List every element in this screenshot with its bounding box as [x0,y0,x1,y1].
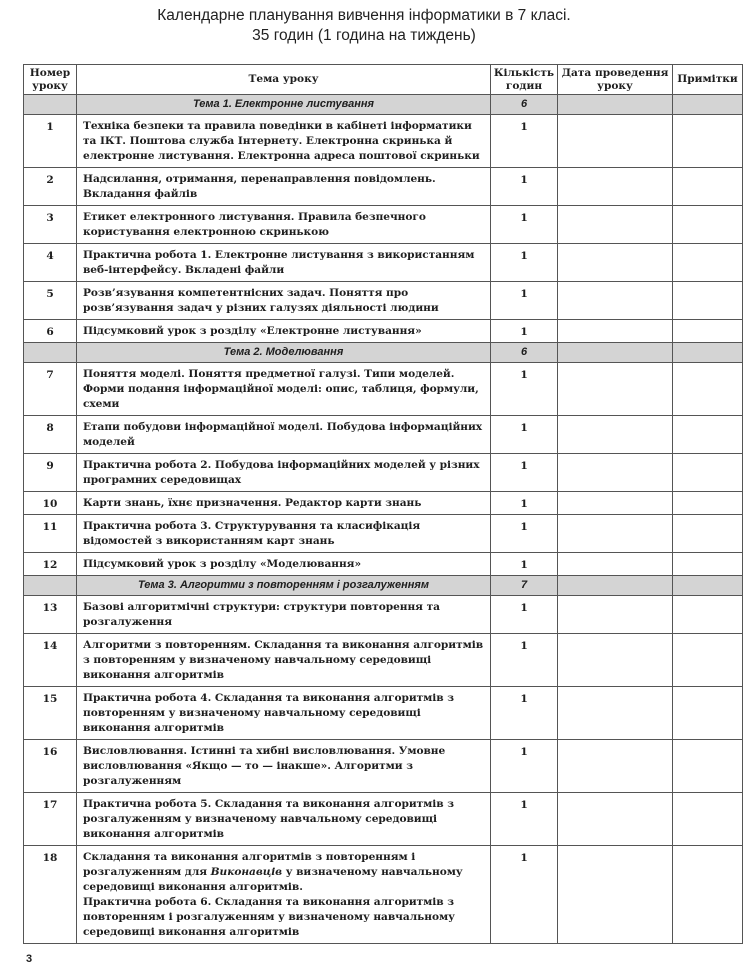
lesson-topic: Висловлювання. Істинні та хибні висловлювання. Умовне висловлювання «Якщо — то — інакше». Алгоритми з розгалуженням [77,740,491,793]
lesson-notes-cell[interactable] [673,168,743,206]
lesson-topic: Практична робота 3. Структурування та класифікація відомостей з використанням карт знань [77,515,491,553]
lesson-number: 11 [24,515,77,553]
section-row [24,343,743,363]
lesson-hours: 1 [491,846,558,944]
lesson-date-cell[interactable] [558,793,673,846]
header-hours: Кількість годин [491,65,558,95]
lesson-topic: Практична робота 2. Побудова інформаційних моделей у різних програмних середовищах [77,454,491,492]
lesson-number: 15 [24,687,77,740]
table-row [24,244,743,282]
section-hours: 6 [491,343,558,363]
section-title: Тема 1. Електронне листування [77,95,491,115]
lesson-plan-table [23,64,743,944]
lesson-date-cell[interactable] [558,320,673,343]
table-row [24,320,743,343]
lesson-date-cell[interactable] [558,634,673,687]
lesson-number: 8 [24,416,77,454]
table-row [24,282,743,320]
table-row [24,846,743,944]
lesson-topic: Базові алгоритмічні структури: структури повторення та розгалуження [77,596,491,634]
lesson-date-cell[interactable] [558,168,673,206]
section-notes-cell [673,95,743,115]
section-hours: 7 [491,576,558,596]
section-row [24,95,743,115]
lesson-topic: Техніка безпеки та правила поведінки в кабінеті інформатики та ІКТ. Поштова служба Інтернету. Електронна скринька й електронне листування. Електронна адреса поштової скриньки [77,115,491,168]
lesson-number: 10 [24,492,77,515]
lesson-topic: Розв’язування компетентнісних задач. Поняття про розв’язування задач у різних галузях діяльності людини [77,282,491,320]
table-row [24,687,743,740]
page-number: 3 [26,953,33,965]
lesson-number: 6 [24,320,77,343]
section-hours: 6 [491,95,558,115]
lesson-number: 4 [24,244,77,282]
lesson-notes-cell[interactable] [673,206,743,244]
lesson-date-cell[interactable] [558,740,673,793]
lesson-number: 9 [24,454,77,492]
table-row [24,793,743,846]
table-row [24,492,743,515]
lesson-hours: 1 [491,793,558,846]
table-row [24,454,743,492]
lesson-number: 12 [24,553,77,576]
lesson-hours: 1 [491,168,558,206]
lesson-hours: 1 [491,282,558,320]
lesson-date-cell[interactable] [558,244,673,282]
header-date: Дата проведення уроку [558,65,673,95]
topic-italic-text: Виконавців [210,866,283,878]
table-row [24,206,743,244]
lesson-notes-cell[interactable] [673,363,743,416]
lesson-notes-cell[interactable] [673,740,743,793]
lesson-number: 13 [24,596,77,634]
lesson-date-cell[interactable] [558,454,673,492]
lesson-number: 5 [24,282,77,320]
lesson-notes-cell[interactable] [673,115,743,168]
lesson-topic: Карти знань, їхнє призначення. Редактор карти знань [77,492,491,515]
lesson-notes-cell[interactable] [673,492,743,515]
section-empty-cell [24,343,77,363]
lesson-date-cell[interactable] [558,596,673,634]
table-row [24,740,743,793]
lesson-date-cell[interactable] [558,363,673,416]
lesson-hours: 1 [491,320,558,343]
section-date-cell [558,95,673,115]
lesson-topic: Підсумковий урок з розділу «Моделювання» [77,553,491,576]
table-row [24,634,743,687]
section-row [24,576,743,596]
lesson-topic: Практична робота 1. Електронне листування з використанням веб-інтерфейсу. Вкладені файли [77,244,491,282]
table-row [24,515,743,553]
lesson-date-cell[interactable] [558,515,673,553]
header-topic: Тема уроку [77,65,491,95]
lesson-date-cell[interactable] [558,115,673,168]
lesson-topic [77,846,491,944]
lesson-topic: Етапи побудови інформаційної моделі. Побудова інформаційних моделей [77,416,491,454]
topic-text: Практична робота 6. Складання та виконання алгоритмів з повторенням і розгалуженням у визначеному навчальному середовищі виконання алгоритмів [83,896,455,938]
table-row [24,416,743,454]
section-empty-cell [24,576,77,596]
lesson-topic: Етикет електронного листування. Правила безпечного користування електронною скринькою [77,206,491,244]
lesson-date-cell[interactable] [558,282,673,320]
lesson-notes-cell[interactable] [673,634,743,687]
lesson-notes-cell[interactable] [673,320,743,343]
lesson-notes-cell[interactable] [673,793,743,846]
lesson-number: 1 [24,115,77,168]
lesson-date-cell[interactable] [558,553,673,576]
lesson-topic: Алгоритми з повторенням. Складання та виконання алгоритмів з повторенням у визначеному навчальному середовищі виконання алгоритмів [77,634,491,687]
lesson-hours: 1 [491,363,558,416]
lesson-hours: 1 [491,596,558,634]
document-title [0,6,728,46]
lesson-topic: Практична робота 4. Складання та виконання алгоритмів з повторенням у визначеному навчальному середовищі виконання алгоритмів [77,687,491,740]
lesson-number: 17 [24,793,77,846]
lesson-notes-cell[interactable] [673,515,743,553]
section-title: Тема 3. Алгоритми з повторенням і розгалуженням [77,576,491,596]
table-row [24,168,743,206]
lesson-hours: 1 [491,492,558,515]
lesson-topic: Практична робота 5. Складання та виконання алгоритмів з розгалуженням у визначеному навчальному середовищі виконання алгоритмів [77,793,491,846]
lesson-topic: Підсумковий урок з розділу «Електронне листування» [77,320,491,343]
section-notes-cell [673,576,743,596]
header-notes: Примітки [673,65,743,95]
lesson-notes-cell[interactable] [673,687,743,740]
lesson-hours: 1 [491,687,558,740]
lesson-number: 2 [24,168,77,206]
lesson-date-cell[interactable] [558,206,673,244]
lesson-notes-cell[interactable] [673,416,743,454]
lesson-hours: 1 [491,206,558,244]
title-line-2: 35 годин (1 година на тиждень) [252,27,476,44]
title-line-1: Календарне планування вивчення інформатики в 7 класі. [157,7,571,24]
lesson-notes-cell[interactable] [673,454,743,492]
section-title: Тема 2. Моделювання [77,343,491,363]
lesson-hours: 1 [491,740,558,793]
lesson-hours: 1 [491,553,558,576]
lesson-date-cell[interactable] [558,687,673,740]
lesson-hours: 1 [491,244,558,282]
lesson-number: 7 [24,363,77,416]
section-date-cell [558,343,673,363]
lesson-topic: Надсилання, отримання, перенаправлення повідомлень. Вкладання файлів [77,168,491,206]
table-row [24,115,743,168]
lesson-number: 16 [24,740,77,793]
lesson-notes-cell[interactable] [673,282,743,320]
lesson-notes-cell[interactable] [673,596,743,634]
header-num: Номер уроку [24,65,77,95]
table-header-row [24,65,743,95]
lesson-hours: 1 [491,115,558,168]
topic-text: у визначеному навчальному середовищі виконання алгоритмів. [83,866,463,893]
table-row [24,363,743,416]
section-notes-cell [673,343,743,363]
table-row [24,596,743,634]
lesson-hours: 1 [491,416,558,454]
section-empty-cell [24,95,77,115]
lesson-topic: Поняття моделі. Поняття предметної галузі. Типи моделей. Форми подання інформаційної моделі: опис, таблиця, формули, схеми [77,363,491,416]
lesson-date-cell[interactable] [558,492,673,515]
section-date-cell [558,576,673,596]
lesson-date-cell[interactable] [558,416,673,454]
table-body [24,95,743,944]
lesson-date-cell[interactable] [558,846,673,944]
lesson-hours: 1 [491,454,558,492]
lesson-hours: 1 [491,515,558,553]
lesson-notes-cell[interactable] [673,244,743,282]
lesson-notes-cell[interactable] [673,553,743,576]
topic-text: Складання та виконання алгоритмів з повторенням і розгалуженням для [83,851,416,878]
lesson-number: 3 [24,206,77,244]
lesson-number: 14 [24,634,77,687]
lesson-number: 18 [24,846,77,944]
table-row [24,553,743,576]
lesson-notes-cell[interactable] [673,846,743,944]
lesson-hours: 1 [491,634,558,687]
